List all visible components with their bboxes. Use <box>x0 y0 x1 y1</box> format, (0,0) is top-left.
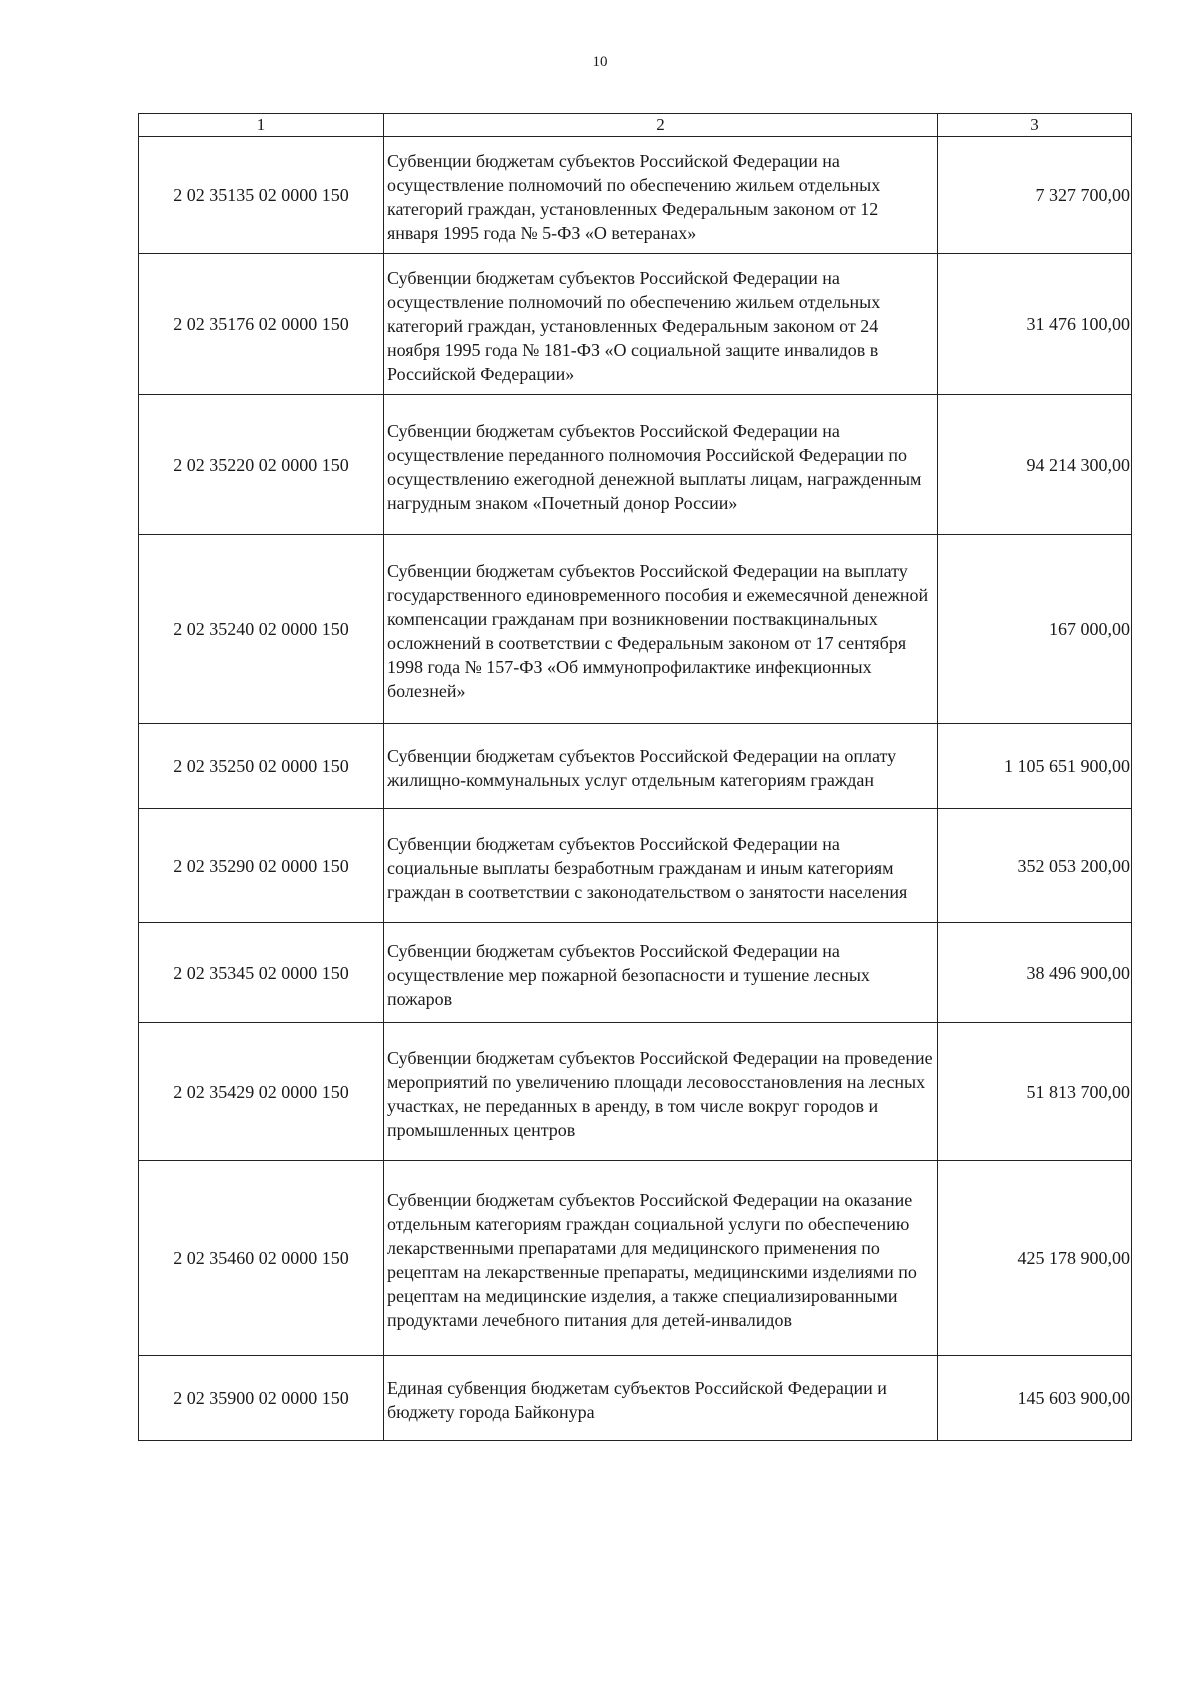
amount: 7 327 700,00 <box>938 137 1132 254</box>
amount: 51 813 700,00 <box>938 1023 1132 1161</box>
income-description: Субвенции бюджетам субъектов Российской Федерации на осуществление мер пожарной безопасности и тушение лесных пожаров <box>384 923 938 1023</box>
table-header-row <box>139 114 1132 137</box>
income-description: Субвенции бюджетам субъектов Российской Федерации на оплату жилищно-коммунальных услуг отдельным категориям граждан <box>384 724 938 809</box>
table-row <box>139 923 1132 1023</box>
amount: 31 476 100,00 <box>938 254 1132 395</box>
table-row <box>139 809 1132 923</box>
income-description: Субвенции бюджетам субъектов Российской Федерации на проведение мероприятий по увеличению площади лесовосстановления на лесных участках, не переданных в аренду, в том числе вокруг городов и промышленных центров <box>384 1023 938 1161</box>
amount: 352 053 200,00 <box>938 809 1132 923</box>
table-row <box>139 1023 1132 1161</box>
budget-table <box>138 113 1132 1441</box>
budget-code: 2 02 35429 02 0000 150 <box>139 1023 384 1161</box>
amount: 145 603 900,00 <box>938 1356 1132 1441</box>
budget-code: 2 02 35135 02 0000 150 <box>139 137 384 254</box>
table-row <box>139 1356 1132 1441</box>
income-description: Субвенции бюджетам субъектов Российской Федерации на осуществление полномочий по обеспечению жильем отдельных категорий граждан, установленных Федеральным законом от 24 ноября 1995 года № 181-ФЗ «О социальной защите инвалидов в Российской Федерации» <box>384 254 938 395</box>
budget-code: 2 02 35460 02 0000 150 <box>139 1161 384 1356</box>
budget-code: 2 02 35176 02 0000 150 <box>139 254 384 395</box>
budget-code: 2 02 35900 02 0000 150 <box>139 1356 384 1441</box>
budget-code: 2 02 35250 02 0000 150 <box>139 724 384 809</box>
budget-code: 2 02 35240 02 0000 150 <box>139 535 384 724</box>
amount: 1 105 651 900,00 <box>938 724 1132 809</box>
page-number: 10 <box>592 54 608 70</box>
table-row <box>139 1161 1132 1356</box>
amount: 94 214 300,00 <box>938 395 1132 535</box>
income-description: Субвенции бюджетам субъектов Российской Федерации на социальные выплаты безработным гражданам и иным категориям граждан в соответствии с законодательством о занятости населения <box>384 809 938 923</box>
amount: 38 496 900,00 <box>938 923 1132 1023</box>
budget-code: 2 02 35345 02 0000 150 <box>139 923 384 1023</box>
income-description: Субвенции бюджетам субъектов Российской Федерации на оказание отдельным категориям граждан социальной услуги по обеспечению лекарственными препаратами для медицинского применения по рецептам на лекарственные препараты, медицинскими изделиями по рецептам на медицинские изделия, а также специализированными продуктами лечебного питания для детей-инвалидов <box>384 1161 938 1356</box>
budget-code: 2 02 35220 02 0000 150 <box>139 395 384 535</box>
income-description: Субвенции бюджетам субъектов Российской Федерации на выплату государственного единовременного пособия и ежемесячной денежной компенсации гражданам при возникновении поствакцинальных осложнений в соответствии с Федеральным законом от 17 сентября 1998 года № 157-ФЗ «Об иммунопрофилактике инфекционных болезней» <box>384 535 938 724</box>
header-col-3: 3 <box>938 114 1132 137</box>
table-row <box>139 254 1132 395</box>
table-row <box>139 137 1132 254</box>
table-row <box>139 535 1132 724</box>
income-description: Единая субвенция бюджетам субъектов Российской Федерации и бюджету города Байконура <box>384 1356 938 1441</box>
income-description: Субвенции бюджетам субъектов Российской Федерации на осуществление переданного полномочия Российской Федерации по осуществлению ежегодной денежной выплаты лицам, награжденным нагрудным знаком «Почетный донор России» <box>384 395 938 535</box>
income-description: Субвенции бюджетам субъектов Российской Федерации на осуществление полномочий по обеспечению жильем отдельных категорий граждан, установленных Федеральным законом от 12 января 1995 года № 5-ФЗ «О ветеранах» <box>384 137 938 254</box>
header-col-1: 1 <box>139 114 384 137</box>
header-col-2: 2 <box>384 114 938 137</box>
table-row <box>139 395 1132 535</box>
table-row <box>139 724 1132 809</box>
amount: 167 000,00 <box>938 535 1132 724</box>
amount: 425 178 900,00 <box>938 1161 1132 1356</box>
budget-code: 2 02 35290 02 0000 150 <box>139 809 384 923</box>
